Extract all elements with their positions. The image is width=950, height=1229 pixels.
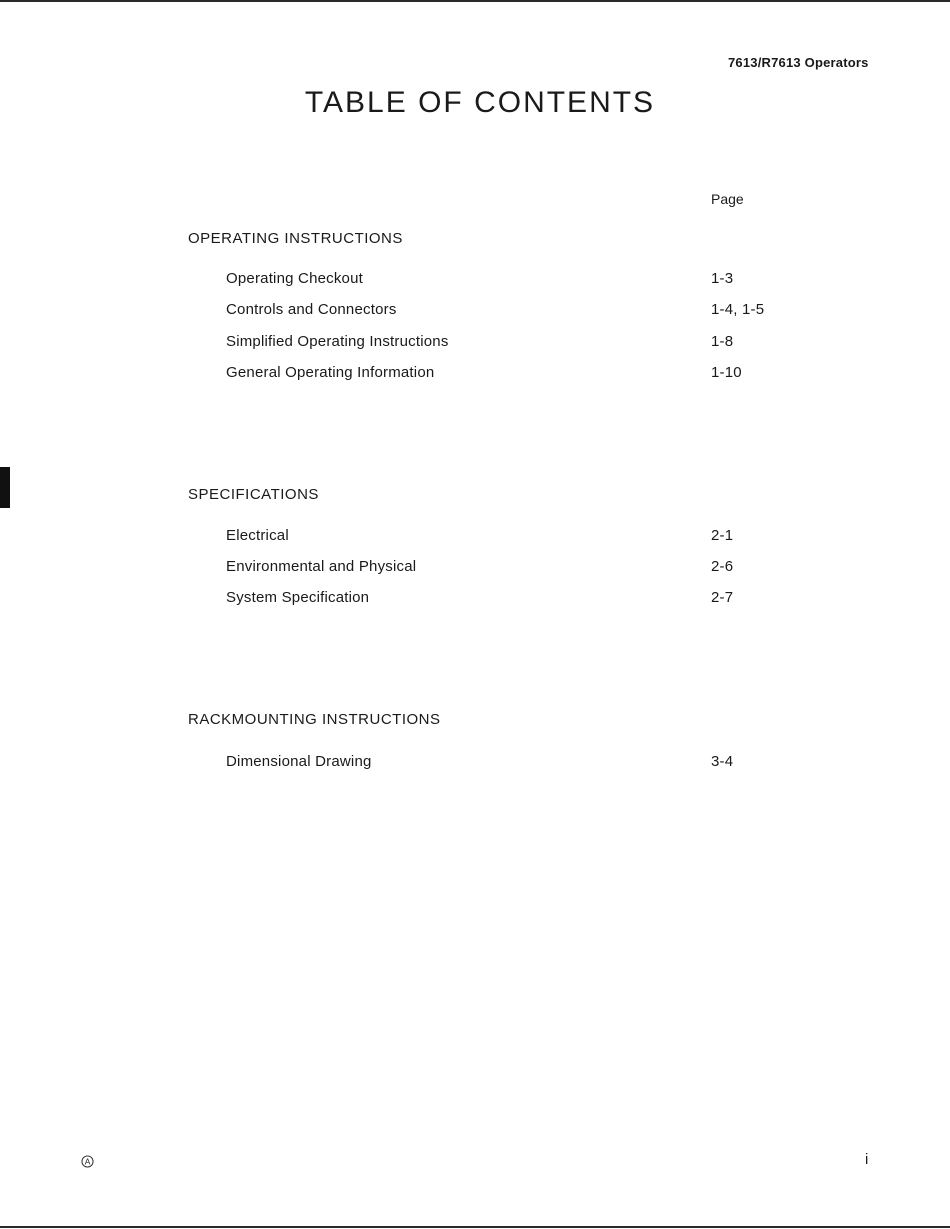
toc-entry-label[interactable]: General Operating Information [226,364,435,381]
section-title-operating-instructions: OPERATING INSTRUCTIONS [188,230,403,247]
section-title-specifications: SPECIFICATIONS [188,486,319,503]
toc-entry-label[interactable]: Operating Checkout [226,270,364,287]
revision-change-bar [0,467,10,508]
toc-entry-page: 2-1 [711,527,734,544]
toc-entry-label[interactable]: Controls and Connectors [226,301,397,318]
toc-entry-page: 2-6 [711,558,734,575]
toc-entry-page: 3-4 [711,753,734,770]
toc-entry-page: 2-7 [711,589,734,606]
section-title-rackmounting-instructions: RACKMOUNTING INSTRUCTIONS [188,711,441,728]
toc-entry-page: 1-10 [711,364,742,381]
toc-entry-page: 1-3 [711,270,734,287]
toc-entry-label[interactable]: Dimensional Drawing [226,753,372,770]
toc-entry-page: 1-8 [711,333,734,350]
toc-entry-label[interactable]: Simplified Operating Instructions [226,333,449,350]
page-title: TABLE OF CONTENTS [304,86,656,119]
top-rule [0,0,950,2]
bottom-rule [0,1226,950,1228]
toc-entry-label[interactable]: Environmental and Physical [226,558,417,575]
tektronix-circle-a-logo-icon [81,1155,94,1168]
page-number: i [865,1151,869,1168]
toc-entry-label[interactable]: System Specification [226,589,370,606]
document-id: 7613/R7613 Operators [728,55,869,70]
svg-text:A: A [84,1156,91,1167]
toc-entry-label[interactable]: Electrical [226,527,289,544]
toc-entry-page: 1-4, 1-5 [711,301,765,318]
page-column-header: Page [711,191,744,207]
